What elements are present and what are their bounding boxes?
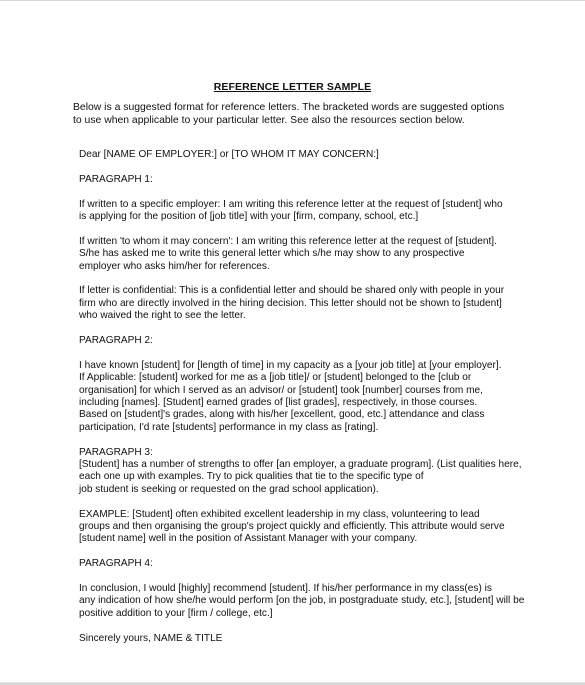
text-line: I have known [student] for [length of time] in my capacity as a [your job title] at [your employer]. (79, 359, 502, 371)
letter-body (79, 149, 525, 657)
text-line: Based on [student]'s grades, along with his/her [excellent, good, etc.] attendance and class (79, 409, 485, 421)
text-line: is applying for the position of [job title] with your [firm, company, school, etc.] (79, 211, 419, 222)
text-line: In conclusion, I would [highly] recommend [student]. If his/her performance in my class(es) is (79, 583, 492, 595)
text-line: If written 'to whom it may concern': I am writing this reference letter at the request of [student]. (79, 235, 497, 247)
paragraph-1-confidential (79, 285, 509, 322)
text-line: positive addition to your [firm / college, etc.] (79, 607, 273, 619)
text-line: If letter is confidential: This is a confidential letter and should be shared only with people in your (79, 285, 505, 297)
closing-signature: Sincerely yours, NAME & TITLE (79, 632, 223, 644)
intro-text (73, 101, 513, 127)
text-line: If Applicable: [student] worked for me as a [job title]/ or [student] belonged to the [club or (79, 372, 472, 384)
paragraph-3-heading: PARAGRAPH 3: (79, 446, 153, 458)
text-line: participation, I'd rate [students] performance in my class as [rating]. (79, 421, 379, 433)
paragraph-1-specific-employer (79, 199, 509, 224)
intro-line: to use when applicable to your particular letter. See also the resources section below. (73, 115, 465, 126)
paragraph-3-example (79, 509, 509, 546)
paragraph-2-body (79, 360, 509, 434)
paragraph-1-heading: PARAGRAPH 1: (79, 173, 153, 185)
paragraph-1-to-whom (79, 236, 509, 273)
text-line: groups and then organising the group's project quickly and efficiently. This attribute would serve (79, 521, 505, 533)
text-line: including [names]. [Student] earned grades of [list grades], respectively, in those courses. (79, 397, 478, 409)
text-line: If written to a specific employer: I am writing this reference letter at the request of [student] who (79, 198, 503, 210)
paragraph-4-heading: PARAGRAPH 4: (79, 558, 153, 570)
text-line: employer who asks him/her for references. (79, 260, 270, 272)
text-line: job student is seeking or requested on the grad school application). (79, 483, 379, 495)
text-line: S/he has asked me to write this general letter which s/he may show to any prospective (79, 248, 465, 260)
text-line: [Student] has a number of strengths to offer [an employer, a graduate program]. (List qualities here, (79, 459, 522, 471)
paragraph-4-body (79, 583, 525, 620)
text-line: organisation] for which I served as an advisor/ or [student] took [number] courses from me, (79, 384, 483, 396)
text-line: [student name] well in the position of Assistant Manager with your company. (79, 533, 418, 545)
salutation: Dear [NAME OF EMPLOYER:] or [TO WHOM IT MAY CONCERN:] (79, 149, 379, 160)
document-title: REFERENCE LETTER SAMPLE (213, 81, 372, 93)
paragraph-2-heading: PARAGRAPH 2: (79, 335, 153, 347)
text-line: firm who are directly involved in the hiring decision. This letter should not be shown to [student] (79, 297, 502, 309)
text-line: EXAMPLE: [Student] often exhibited excellent leadership in my class, volunteering to lead (79, 508, 480, 520)
paragraph-3 (79, 446, 522, 497)
text-line: any indication of how she/he would perform [on the job, in postgraduate study, etc.], [student] will be (79, 595, 525, 607)
text-line: who waived the right to see the letter. (79, 310, 246, 322)
intro-line: Below is a suggested format for reference letters. The bracketed words are suggested options (73, 102, 505, 113)
text-line: each one up with examples. Try to pick qualities that tie to the specific type of (79, 471, 424, 483)
